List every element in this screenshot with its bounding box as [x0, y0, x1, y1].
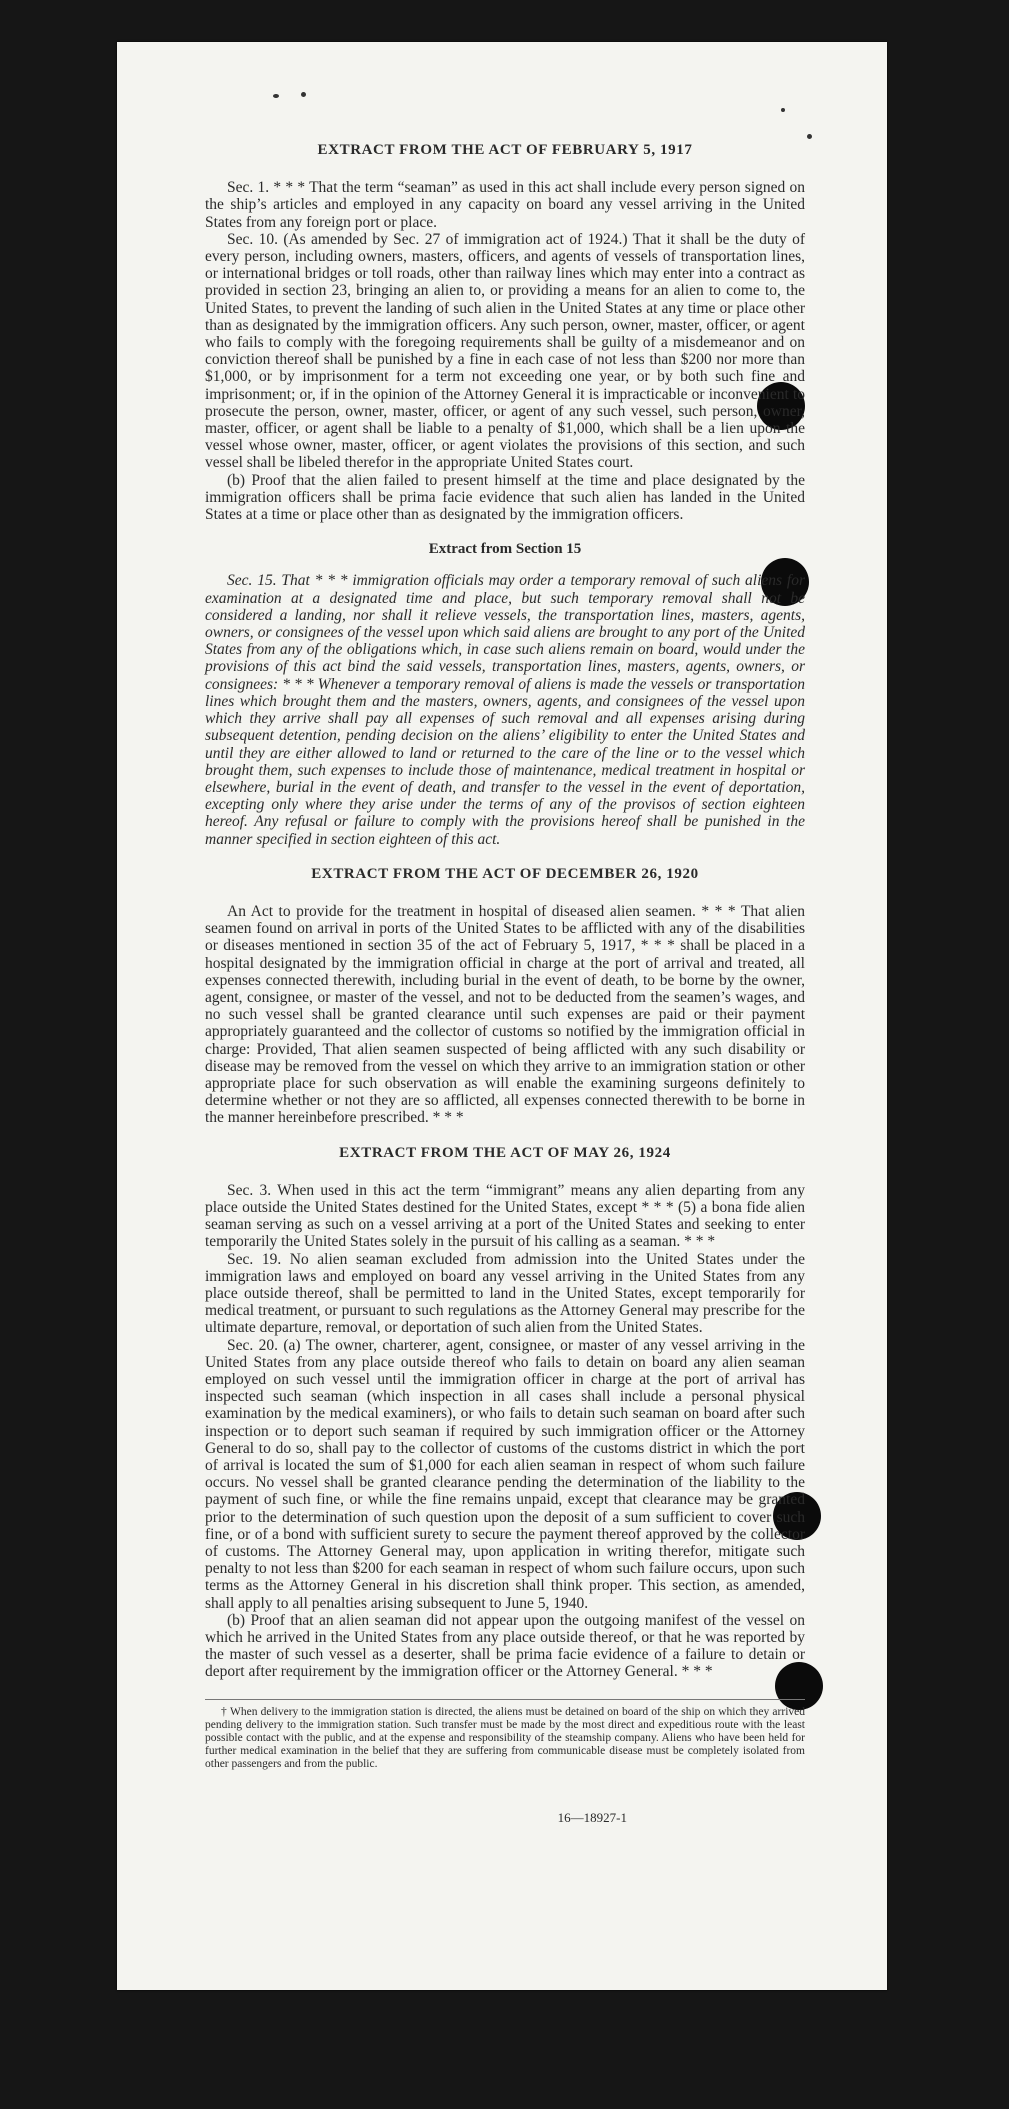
document-page — [117, 42, 887, 1990]
section-heading: EXTRACT FROM THE ACT OF FEBRUARY 5, 1917 — [317, 142, 693, 158]
section-extract-15 — [205, 541, 805, 847]
paragraph: (b) Proof that an alien seaman did not appear upon the outgoing manifest of the vessel on which he arrived in the United States from any place outside thereof, or that he was reported by the master of such vessel as a deserter, shall be prima facie evidence of a failure to detain or deport after requirement by the immigration officer or the Attorney General. * * * — [205, 1611, 805, 1681]
section-act-1924 — [205, 1145, 805, 1681]
paragraph: (b) Proof that the alien failed to present himself at the time and place designated by the immigration officers shall be prima facie evidence that such alien has landed in the United States at a time or place other than as designated by the immigration officers. — [205, 471, 805, 524]
dust-speck — [301, 92, 306, 97]
paragraph: Sec. 15. That * * * immigration officials may order a temporary removal of such aliens for examination at a designated time and place, but such temporary removal shall not be considered a landing, nor shall it relieve vessels, the transportation lines, masters, agents, owners, or consignees of the vessel upon which said aliens are brought to any port of the United States from any of the obligations which, in case such aliens remain on board, would under the provisions of this act bind the said vessels, transportation lines, masters, agents, owners, or consignees: * * * Whenever a temporary removal of aliens is made the vessels or transportation lines which brought them and the masters, owners, agents, and consignees of the vessel upon which they arrive shall pay all expenses of such removal and all expenses arising during subsequent detention, pending decision on the aliens’ eligibility to enter the United States and until they are either allowed to land or returned to the care of the line or to the vessel which brought them, such expenses to include those of maintenance, medical treatment in hospital or elsewhere, burial in the event of death, and transfer to the vessel in the event of deportation, excepting only where they arise under the terms of any of the provisos of section eighteen hereof. Any refusal or failure to comply with the provisions hereof shall be punished in the manner specified in section eighteen of this act. — [205, 572, 805, 848]
paragraph: Sec. 3. When used in this act the term “immigrant” means any alien departing from any place outside the United States destined for the United States, except * * * (5) a bona fide alien seaman serving as such on a vessel arriving at a port of the United States and seeking to enter temporarily the United States solely in the pursuit of his calling as a seaman. * * * — [205, 1181, 805, 1251]
paragraph: Sec. 10. (As amended by Sec. 27 of immigration act of 1924.) That it shall be the duty of every person, including owners, masters, officers, and agents of vessels of transportation lines, or international bridges or toll roads, other than railway lines which may enter into a contract as provided in section 23, bringing an alien to, or providing a means for an alien to come to, the United States, to prevent the landing of such alien in the United States at any time or place other than as designated by the immigration officers. Any such person, owner, master, officer, or agent who fails to comply with the foregoing requirements shall be guilty of a misdemeanor and on conviction thereof shall be punished by a fine in each case of not less than $200 nor more than $1,000, or by imprisonment for a term not exceeding one year, or by both such fine and imprisonment; or, if in the opinion of the Attorney General it is impracticable or inconvenient to prosecute the person, owner, master, officer, or agent of any such vessel, such person, owner, master, officer, or agent shall be liable to a penalty of $1,000, which shall be a lien upon the vessel whose owner, master, officer, or agent violates the provisions of this section, and such vessel shall be libeled therefor in the appropriate United States court. — [205, 230, 805, 472]
form-number: 16—18927-1 — [557, 1809, 627, 1825]
paragraph: Sec. 20. (a) The owner, charterer, agent, consignee, or master of any vessel arriving in the United States from any place outside thereof who fails to detain on board any alien seaman employed on such vessel until the immigration officer in charge at the port of arrival has inspected such seaman (which inspection in all cases shall include a personal physical examination by the medical examiners), or who fails to detain such seaman on board after such inspection or to deport such seaman if required by such immigration officer or the Attorney General to do so, shall pay to the collector of customs of the customs district in which the port of arrival is located the sum of $1,000 for each alien seaman in respect of whom such failure occurs. No vessel shall be granted clearance pending the determination of the liability to the payment of such fine, or while the fine remains unpaid, except that clearance may be granted prior to the determination of such question upon the deposit of a sum sufficient to cover such fine, or of a bond with sufficient surety to secure the payment thereof approved by the collector of customs. The Attorney General may, upon application in writing therefor, mitigate such penalty to not less than $200 for each seaman in respect of whom such failure occurs, upon such terms as the Attorney General in his discretion shall think proper. This section, as amended, shall apply to all penalties arising subsequent to June 5, 1940. — [205, 1336, 805, 1612]
section-heading: EXTRACT FROM THE ACT OF MAY 26, 1924 — [339, 1144, 671, 1161]
dust-speck — [807, 134, 812, 139]
section-act-1920 — [205, 866, 805, 1127]
dust-speck — [273, 94, 279, 98]
section-heading: EXTRACT FROM THE ACT OF DECEMBER 26, 1920 — [311, 865, 699, 882]
paragraph: Sec. 1. * * * That the term “seaman” as used in this act shall include every person signed on the ship’s articles and employed in any capacity on board any vessel arriving in the United States from any foreign port or place. — [205, 179, 805, 231]
section-subheading: Extract from Section 15 — [428, 541, 582, 558]
paragraph: An Act to provide for the treatment in hospital of diseased alien seamen. * * * That alien seamen found on arrival in ports of the United States to be afflicted with any of the disabilities or diseases mentioned in section 35 of the act of February 5, 1917, * * * shall be placed in a hospital designated by the immigration official in charge at the port of arrival and treated, all expenses connected therewith, including burial in the event of death, to be borne by the owner, agent, consignee, or master of the vessel, and not to be deducted from the seamen’s wages, and no such vessel shall be granted clearance until such expenses are paid or their payment appropriately guaranteed and the collector of customs so notified by the immigration official in charge: Provided, That alien seamen suspected of being afflicted with any such disability or disease may be removed from the vessel on which they arrive to an immigration station or other appropriate place for such observation as will enable the examining surgeons definitely to determine whether or not they are so afflicted, all expenses connected therewith to be borne in the manner hereinbefore prescribed. * * * — [205, 902, 805, 1127]
dust-speck — [781, 108, 785, 112]
footnote: † When delivery to the immigration station is directed, the aliens must be detained on board of the ship on which they arrived pending delivery to the immigration station. Such transfer must be made by the most direct and expeditious route with the least possible contact with the public, and at the expense and responsibility of the steamship company. Aliens who have been held for further medical examination in the belief that they are suffering from communicable disease must be completely isolated from other passengers and from the public. — [205, 1705, 805, 1770]
document-body — [205, 142, 805, 1826]
footnote-divider — [205, 1699, 805, 1700]
paragraph: Sec. 19. No alien seaman excluded from admission into the United States under the immigration laws and employed on board any vessel arriving in the United States from any place outside thereof, shall be permitted to land in the United States, except temporarily for medical treatment, or pursuant to such regulations as the Attorney General may prescribe for the ultimate departure, removal, or deportation of such alien from the United States. — [205, 1250, 805, 1337]
section-act-1917 — [205, 142, 805, 523]
